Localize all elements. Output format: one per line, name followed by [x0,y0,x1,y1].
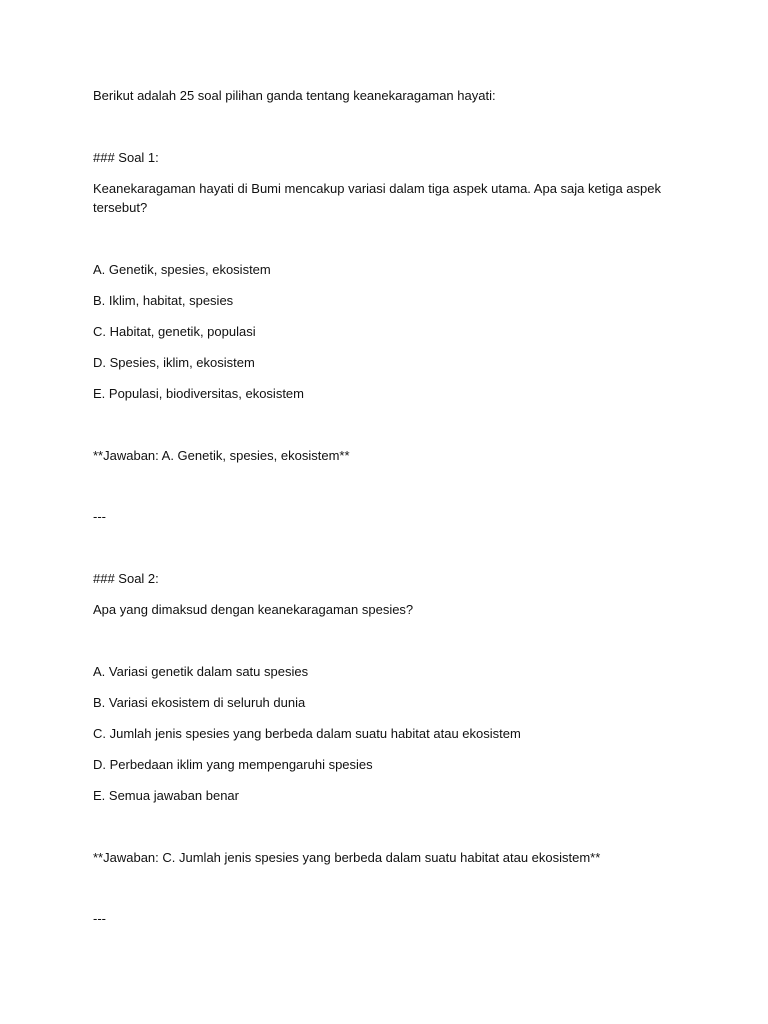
question-1-option-a: A. Genetik, spesies, ekosistem [93,262,271,277]
question-2-option-e: E. Semua jawaban benar [93,788,239,803]
question-1-answer: **Jawaban: A. Genetik, spesies, ekosistem** [93,448,350,463]
question-2-option-b: B. Variasi ekosistem di seluruh dunia [93,695,306,710]
question-1-option-d: D. Spesies, iklim, ekosistem [93,355,255,370]
question-1-option-b: B. Iklim, habitat, spesies [93,293,234,308]
question-2-option-c: C. Jumlah jenis spesies yang berbeda dalam suatu habitat atau ekosistem [93,726,521,741]
question-1-heading: ### Soal 1: [93,150,159,165]
question-2-answer: **Jawaban: C. Jumlah jenis spesies yang berbeda dalam suatu habitat atau ekosistem** [93,850,601,865]
question-2-text: Apa yang dimaksud dengan keanekaragaman spesies? [93,602,414,617]
question-2-option-a: A. Variasi genetik dalam satu spesies [93,664,309,679]
question-2-heading: ### Soal 2: [93,571,159,586]
question-2-option-d: D. Perbedaan iklim yang mempengaruhi spesies [93,757,373,772]
intro-text: Berikut adalah 25 soal pilihan ganda tentang keanekaragaman hayati: [93,88,496,103]
question-2-separator: --- [93,911,106,926]
question-1-text: Keanekaragaman hayati di Bumi mencakup variasi dalam tiga aspek utama. Apa saja ketiga aspek tersebut? [93,181,661,215]
question-1-separator: --- [93,509,106,524]
question-1-option-c: C. Habitat, genetik, populasi [93,324,256,339]
question-1-option-e: E. Populasi, biodiversitas, ekosistem [93,386,304,401]
